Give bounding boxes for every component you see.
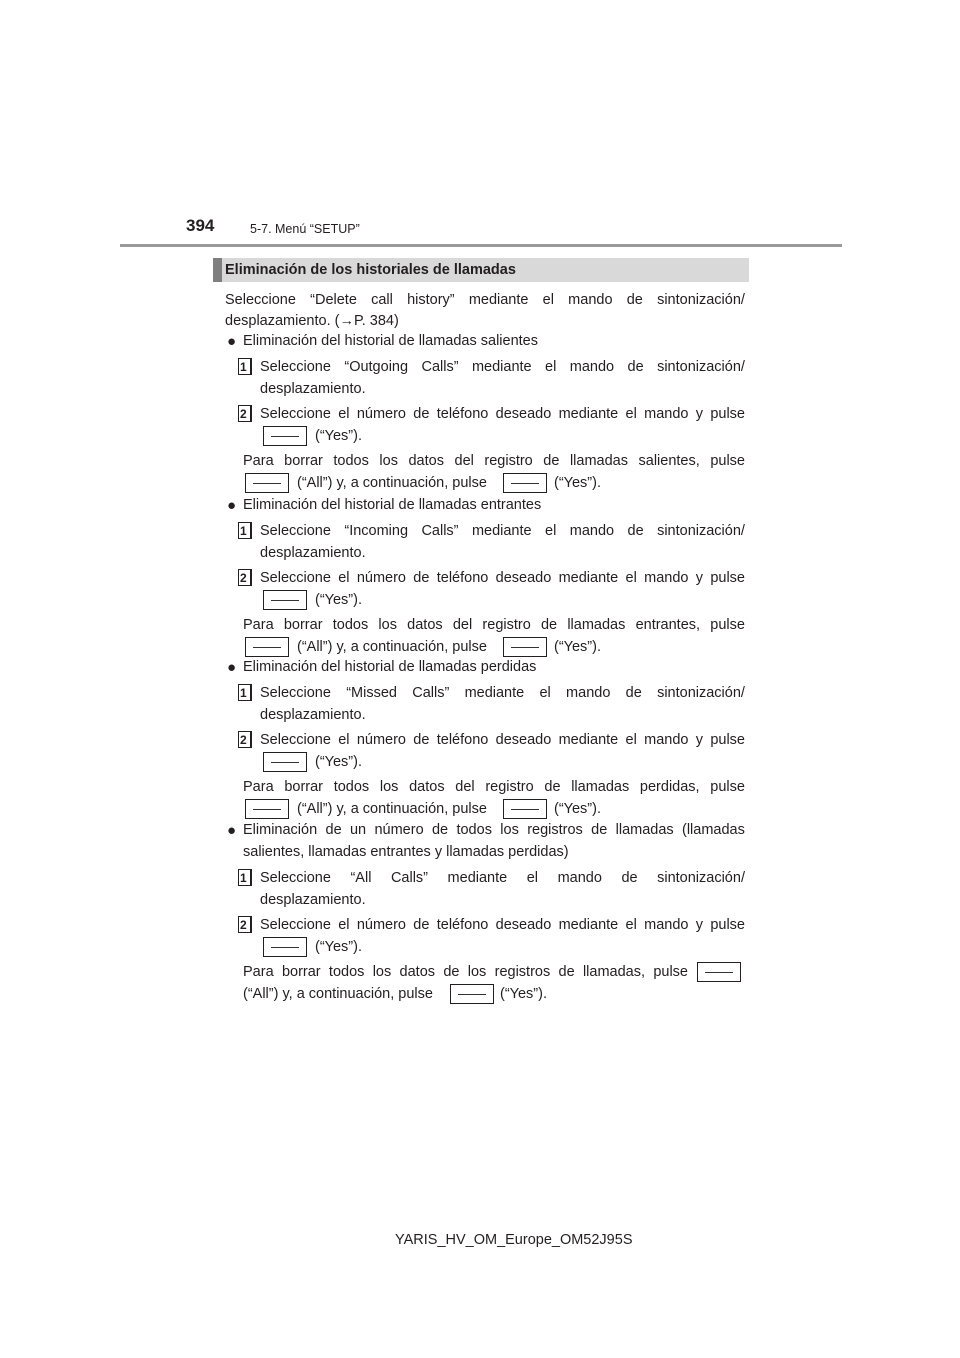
word: el [545, 359, 557, 375]
word: deseado [495, 570, 552, 586]
word: “Incoming [344, 523, 409, 539]
word: Para [243, 964, 274, 980]
word: del [455, 779, 475, 795]
text-line [0, 292, 960, 308]
word: sintonización/ [657, 292, 745, 308]
word: de [591, 822, 608, 838]
header-divider [120, 244, 842, 247]
word: todos [333, 453, 369, 469]
word: pulse [710, 617, 745, 633]
word: “All [350, 870, 372, 886]
text: (“All”) y, a continuación, pulse [297, 475, 487, 491]
justified-text [260, 732, 745, 748]
word: el [625, 406, 637, 422]
word: el [338, 732, 350, 748]
word: el [625, 570, 637, 586]
screen-button-icon: —— [245, 799, 289, 819]
text-line [0, 592, 960, 608]
word: deseado [495, 406, 552, 422]
text: (“Yes”). [554, 801, 601, 817]
step-number-2: 2 [238, 569, 252, 586]
text: (“Yes”). [554, 475, 601, 491]
word: los [372, 964, 392, 980]
word: salientes, [638, 453, 700, 469]
word: (llamadas [682, 822, 745, 838]
word: Seleccione [225, 292, 296, 308]
word: registro [485, 779, 534, 795]
word: “Outgoing [344, 359, 409, 375]
list-title: Eliminación del historial de llamadas salientes [243, 333, 538, 349]
word: borrar [284, 779, 324, 795]
word: pulse [710, 406, 745, 422]
bullet-icon: ● [227, 822, 237, 839]
word: Para [243, 779, 274, 795]
word: pulse [710, 570, 745, 586]
text-line [0, 333, 960, 349]
word: del [454, 453, 474, 469]
text: (“All”) y, a continuación, pulse [243, 986, 433, 1002]
word: sintonización/ [657, 359, 745, 375]
word: mando [569, 359, 615, 375]
screen-button-icon: —— [263, 590, 307, 610]
word: Seleccione [260, 359, 331, 375]
word: de [558, 964, 575, 980]
word: mediante [447, 870, 508, 886]
word: el [526, 870, 539, 886]
word: del [452, 617, 473, 633]
word: todos [328, 964, 365, 980]
text-line [0, 707, 960, 723]
word: mando [644, 917, 689, 933]
justified-text [260, 917, 745, 933]
screen-button-icon: —— [450, 984, 494, 1004]
text: desplazamiento. [260, 892, 366, 908]
word: datos [399, 964, 436, 980]
word: pulse [710, 732, 745, 748]
section-heading: Eliminación de los historiales de llamadas [225, 262, 516, 278]
screen-button-icon: —— [263, 752, 307, 772]
word: número [356, 570, 406, 586]
word: de [413, 570, 430, 586]
justified-text [260, 870, 745, 886]
word: de [413, 917, 430, 933]
word: Seleccione [260, 523, 331, 539]
justified-text [260, 570, 745, 586]
word: pulse [710, 779, 745, 795]
word: llamadas, [582, 964, 646, 980]
word: el [539, 685, 551, 701]
word: registro [482, 617, 531, 633]
step-number-1: 1 [238, 869, 252, 886]
word: Seleccione [260, 685, 331, 701]
word: history” [407, 292, 455, 308]
word: de [625, 685, 642, 701]
word: el [545, 523, 557, 539]
text: (“All”) y, a continuación, pulse [297, 801, 487, 817]
list-title: Eliminación del historial de llamadas perdidas [243, 659, 537, 675]
text-line [0, 545, 960, 561]
screen-button-icon: —— [697, 962, 741, 982]
step-number-2: 2 [238, 405, 252, 422]
text-line [0, 406, 960, 422]
text: (“Yes”). [315, 939, 362, 955]
word: pulse [653, 964, 688, 980]
word: mediante [558, 917, 619, 933]
text: desplazamiento. [260, 381, 366, 397]
word: call [371, 292, 393, 308]
text-line [0, 822, 960, 838]
word: los [500, 822, 519, 838]
word: de [443, 964, 460, 980]
word: mediante [558, 570, 619, 586]
word: perdidas, [639, 779, 700, 795]
word: deseado [495, 732, 552, 748]
word: sintonización/ [657, 523, 745, 539]
text: (“Yes”). [315, 592, 362, 608]
text: (“Yes”). [315, 428, 362, 444]
word: de [627, 523, 644, 539]
list-title: salientes, llamadas entrantes y llamadas perdidas) [243, 844, 569, 860]
text-line [0, 754, 960, 770]
bullet-icon: ● [227, 497, 237, 514]
text-line [0, 428, 960, 444]
word: los [379, 779, 399, 795]
text-line [0, 870, 960, 886]
justified-text [260, 685, 745, 701]
word: sintonización/ [657, 685, 745, 701]
word: Calls” [421, 359, 459, 375]
bullet-icon: ● [227, 333, 237, 350]
word: mediante [558, 732, 619, 748]
text: (“All”) y, a continuación, pulse [297, 639, 487, 655]
bullet-icon: ● [227, 659, 237, 676]
word: llamadas [569, 453, 628, 469]
word: deseado [495, 917, 552, 933]
word: Eliminación [243, 822, 318, 838]
text-line [0, 523, 960, 539]
word: de [627, 359, 644, 375]
text-line [0, 497, 960, 513]
word: Para [243, 617, 274, 633]
word: y [695, 917, 704, 933]
step-number-1: 1 [238, 358, 252, 375]
word: llamadas [615, 822, 674, 838]
screen-button-icon: —— [503, 473, 547, 493]
section-label: 5-7. Menú “SETUP” [250, 222, 360, 236]
word: número [374, 822, 424, 838]
word: registro [484, 453, 533, 469]
word: de [413, 406, 430, 422]
word: registros [527, 822, 583, 838]
word: Seleccione [260, 870, 331, 886]
text-line [0, 381, 960, 397]
text-line [0, 639, 960, 655]
word: llamadas [567, 617, 626, 633]
text-line [0, 801, 960, 817]
justified-text [260, 523, 745, 539]
word: mando [568, 292, 613, 308]
word: pulse [710, 453, 745, 469]
word: teléfono [436, 732, 489, 748]
word: los [467, 964, 487, 980]
word: Seleccione [260, 570, 331, 586]
screen-button-icon: —— [245, 473, 289, 493]
word: datos [409, 779, 445, 795]
word: mando [569, 523, 615, 539]
text: (“Yes”). [315, 754, 362, 770]
word: mediante [471, 359, 532, 375]
word: “Delete [310, 292, 357, 308]
text-line [0, 475, 960, 491]
word: mando [644, 570, 689, 586]
word: datos [407, 617, 443, 633]
justified-text [243, 779, 745, 795]
word: teléfono [436, 406, 489, 422]
word: de [540, 617, 558, 633]
word: de [431, 822, 449, 838]
text-line [0, 779, 960, 795]
justified-text [243, 617, 745, 633]
word: los [379, 453, 398, 469]
word: mediante [468, 292, 529, 308]
text-line [0, 986, 960, 1002]
text: desplazamiento. [260, 707, 366, 723]
word: Seleccione [260, 732, 331, 748]
text-line [0, 359, 960, 375]
word: el [625, 917, 637, 933]
word: registros [494, 964, 551, 980]
screen-button-icon: —— [245, 637, 289, 657]
justified-text [243, 964, 688, 980]
justified-text [243, 453, 745, 469]
word: los [378, 617, 397, 633]
word: número [356, 406, 406, 422]
word: borrar [281, 964, 321, 980]
word: número [356, 732, 406, 748]
word: Seleccione [260, 917, 331, 933]
word: mediante [471, 523, 532, 539]
word: teléfono [436, 917, 489, 933]
page-number: 394 [186, 216, 215, 235]
word: de [543, 453, 560, 469]
text-line [0, 453, 960, 469]
word: mediante [464, 685, 525, 701]
screen-button-icon: —— [503, 637, 547, 657]
word: Calls” [412, 685, 450, 701]
text: (“Yes”). [554, 639, 601, 655]
text-line [0, 844, 960, 860]
word: de [621, 870, 638, 886]
text-line [0, 570, 960, 586]
word: teléfono [436, 570, 489, 586]
text: (“Yes”). [500, 986, 547, 1002]
word: el [338, 406, 350, 422]
text-line [0, 659, 960, 675]
word: Calls” [390, 870, 429, 886]
word: mando [644, 406, 689, 422]
step-number-1: 1 [238, 684, 252, 701]
word: mando [644, 732, 689, 748]
word: y [695, 732, 704, 748]
text-line [0, 732, 960, 748]
word: todos [332, 617, 369, 633]
step-number-2: 2 [238, 731, 252, 748]
screen-button-icon: —— [263, 426, 307, 446]
word: de [413, 732, 430, 748]
word: el [338, 917, 350, 933]
justified-text [243, 822, 745, 838]
word: el [338, 570, 350, 586]
word: y [695, 406, 704, 422]
word: Seleccione [260, 406, 331, 422]
word: de [544, 779, 561, 795]
text-line [0, 917, 960, 933]
word: y [695, 570, 704, 586]
step-number-2: 2 [238, 916, 252, 933]
word: Para [243, 453, 274, 469]
screen-button-icon: —— [503, 799, 547, 819]
word: sintonización/ [657, 870, 745, 886]
word: borrar [283, 617, 323, 633]
word: mando [557, 870, 602, 886]
word: el [542, 292, 554, 308]
justified-text [260, 359, 745, 375]
word: pulse [710, 917, 745, 933]
text-line [0, 313, 960, 329]
word: número [356, 917, 406, 933]
text: desplazamiento. [260, 545, 366, 561]
text-line [0, 892, 960, 908]
word: datos [408, 453, 444, 469]
justified-text [260, 406, 745, 422]
word: el [625, 732, 637, 748]
word: mediante [558, 406, 619, 422]
screen-button-icon: —— [263, 937, 307, 957]
justified-text [225, 292, 745, 308]
text-line [0, 964, 960, 980]
word: todos [456, 822, 492, 838]
text: desplazamiento. (→P. 384) [225, 313, 399, 329]
text-line [0, 939, 960, 955]
footer-document-id: YARIS_HV_OM_Europe_OM52J95S [395, 1232, 633, 1248]
word: entrantes, [635, 617, 701, 633]
step-number-1: 1 [238, 522, 252, 539]
word: Calls” [421, 523, 459, 539]
word: borrar [284, 453, 323, 469]
word: un [349, 822, 367, 838]
text-line [0, 617, 960, 633]
list-title: Eliminación del historial de llamadas entrantes [243, 497, 542, 513]
word: mando [566, 685, 611, 701]
word: de [626, 292, 643, 308]
word: llamadas [571, 779, 630, 795]
word: todos [333, 779, 370, 795]
word: de [325, 822, 342, 838]
word: “Missed [346, 685, 397, 701]
text-line [0, 685, 960, 701]
